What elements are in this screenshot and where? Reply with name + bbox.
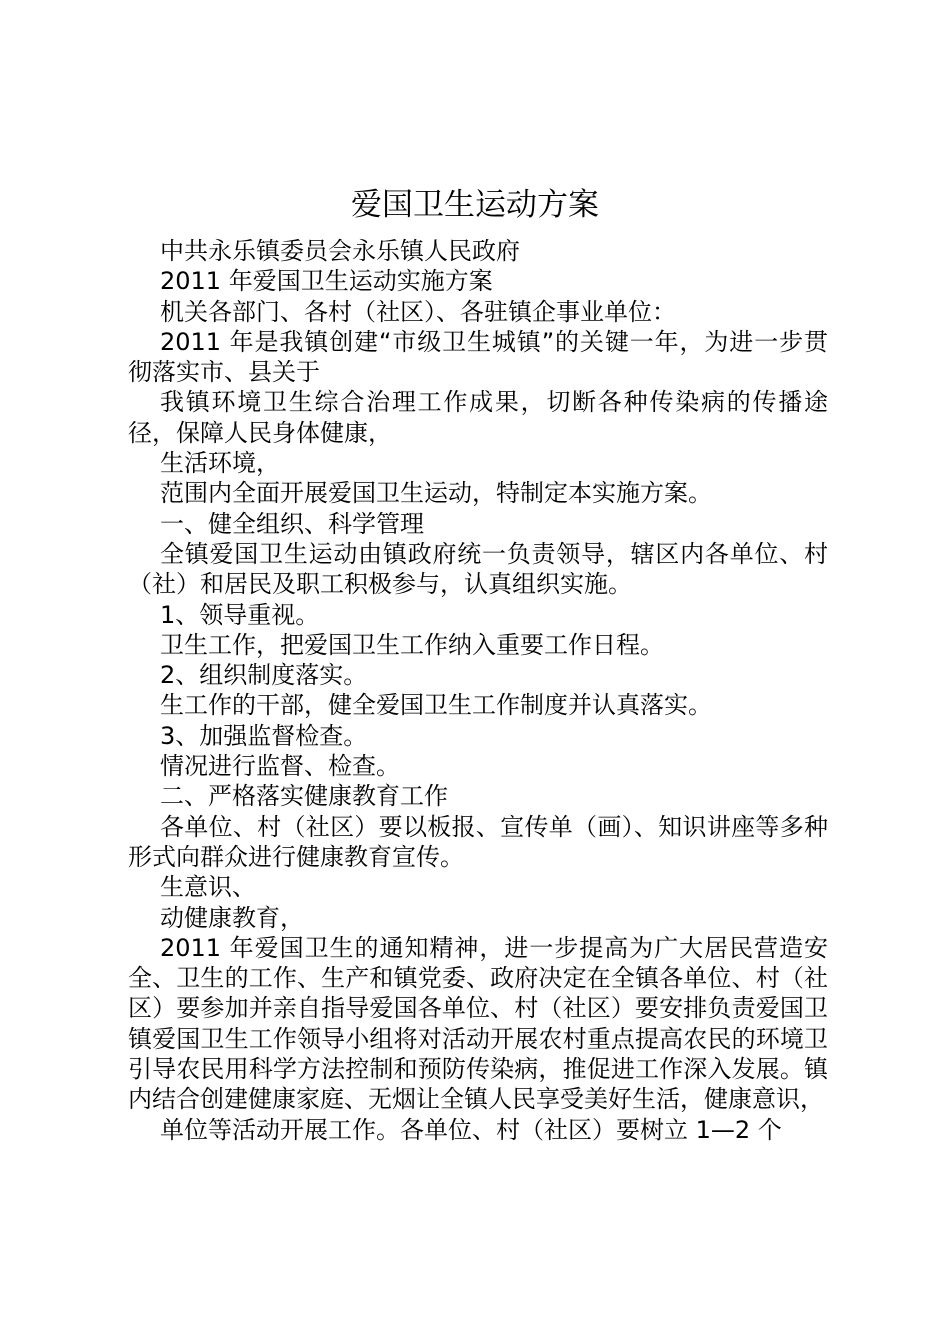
paragraph: 单位等活动开展工作。各单位、村（社区）要树立 1—2 个: [160, 1115, 782, 1144]
paragraph: 我镇环境卫生综合治理工作成果，切断各种传染病的传播途径，保障人民身体健康，: [128, 388, 828, 447]
paragraph: 全镇爱国卫生运动由镇政府统一负责领导，辖区内各单位、村（社）和居民及职工积极参与，认真组织实施。: [128, 539, 828, 599]
paragraph: 各单位、村（社区）要以板报、宣传单（画）、知识讲座等多种形式向群众进行健康教育宣传。: [128, 812, 828, 871]
paragraph: 卫生工作，把爱国卫生工作纳入重要工作日程。: [160, 630, 664, 659]
document-body: [128, 236, 828, 1145]
section-heading: 一、健全组织、科学管理: [160, 509, 424, 538]
paragraph: 生活环境，: [160, 449, 280, 478]
subsection-heading: 1、领导重视。: [160, 600, 320, 629]
paragraph: 生意识、: [160, 873, 256, 902]
paragraph: 机关各部门、各村（社区）、各驻镇企事业单位：: [160, 297, 676, 326]
subsection-heading: 2、组织制度落实。: [160, 661, 368, 690]
subsection-heading: 3、加强监督检查。: [160, 721, 368, 750]
paragraph: 范围内全面开展爱国卫生运动，特制定本实施方案。: [160, 479, 712, 508]
paragraph: 动健康教育，: [160, 903, 304, 932]
paragraph: 情况进行监督、检查。: [160, 752, 400, 781]
paragraph: 中共永乐镇委员会永乐镇人民政府: [160, 237, 520, 265]
paragraph: 2011 年是我镇创建“市级卫生城镇”的关键一年，为进一步贯彻落实市、县关于: [128, 327, 828, 387]
document-title: 爱国卫生运动方案: [351, 187, 599, 223]
paragraph: 2011 年爱国卫生的通知精神，进一步提高为广大居民营造安全、卫生的工作、生产和镇党委、政府决定在全镇各单位、村（社区）要参加并亲自指导爱国各单位、村（社区）要安排负责爱国卫镇爱国卫生工作领导小组将对活动开展农村重点提高农民的环境卫引导农民用科学方法控制和预防传染病，推促进工作深入发展。镇内结合创建健康家庭、无烟让全镇人民享受美好生活，健康意识，: [128, 933, 828, 1114]
paragraph: 2011 年爱国卫生运动实施方案: [160, 267, 493, 296]
section-heading: 二、严格落实健康教育工作: [160, 782, 448, 811]
paragraph: 生工作的干部，健全爱国卫生工作制度并认真落实。: [160, 691, 712, 720]
